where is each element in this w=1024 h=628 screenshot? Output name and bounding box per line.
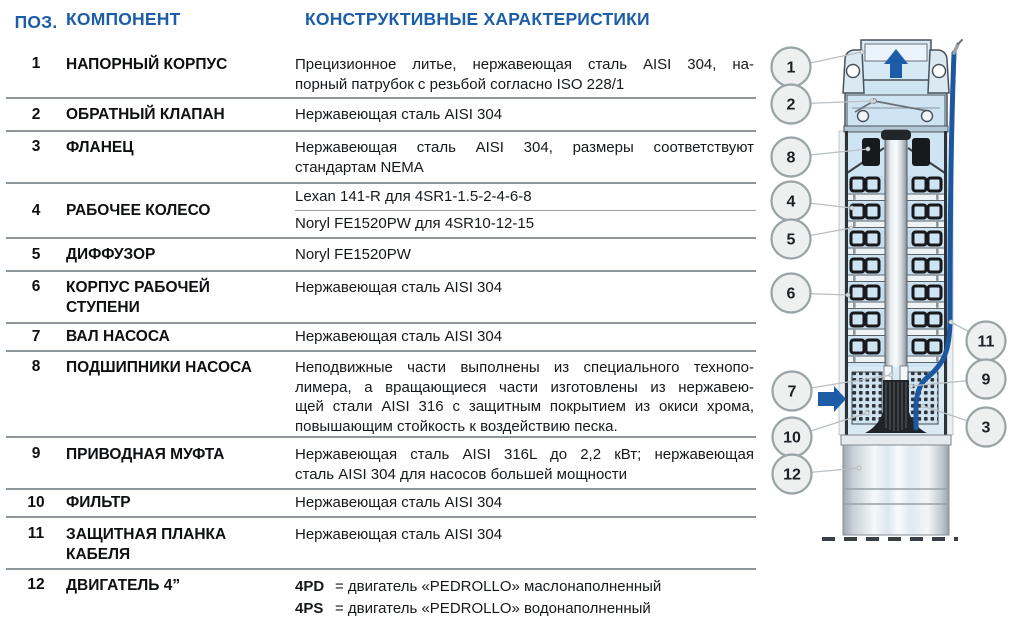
callout-number-8: 8 [786,149,796,167]
table-row-11 [6,518,756,570]
component-cell: ФИЛЬТР [66,494,131,511]
characteristics-cell: Noryl FE1520PW [295,245,411,263]
pos-cell: 5 [31,245,41,263]
callout-number-7: 7 [787,383,797,401]
check-valve [844,95,948,132]
table-row-12 [6,570,756,627]
component-cell: ОБРАТНЫЙ КЛАПАН [66,105,225,123]
table-row-6 [6,272,756,324]
characteristics-sub-row: Noryl FE1520PW для 4SR10-12-15 [295,215,535,232]
characteristics-header: КОНСТРУКТИВНЫЕ ХАРАКТЕРИСТИКИ [305,9,650,29]
callout-number-3: 3 [981,419,991,437]
component-cell: ЗАЩИТНАЯ ПЛАНКА КАБЕЛЯ [66,526,227,563]
pos-header: ПОЗ. [14,12,58,32]
table-row-7 [6,324,756,352]
component-cell: ПОДШИПНИКИ НАСОСА [66,359,252,376]
pos-cell: 10 [27,494,45,511]
pos-cell: 6 [31,278,41,295]
characteristics-sub-row: Lexan 141-R для 4SR1-1.5-2-4-6-8 [295,184,756,211]
component-header: КОМПОНЕНТ [66,9,181,29]
table-header-row [6,6,756,51]
pos-cell: 8 [31,358,41,375]
characteristics-cell: Нержавеющая сталь AISI 304 [295,328,503,345]
characteristics-cell [295,576,756,620]
pos-cell: 4 [31,201,41,219]
motor-code: 4PD [295,578,325,595]
component-cell: НАПОРНЫЙ КОРПУС [66,56,228,73]
callout-number-12: 12 [783,466,801,484]
table-row-10 [6,490,756,518]
motor-desc: = двигатель «PEDROLLO» водонаполненный [335,600,651,617]
characteristics-cell: Нержавеющая сталь AISI 304 [295,279,503,296]
characteristics-cell: Нержавеющая сталь AISI 304, размеры соответствуют стандартам NEMA [295,139,754,176]
pos-cell: 9 [31,445,41,462]
characteristics-cell: Прецизионное литье, нержавеющая сталь AISI 304, на- порный патрубок с резьбой согласно ISO 228/1 [295,56,754,93]
callout-number-4: 4 [786,193,796,211]
callout-number-2: 2 [786,96,796,114]
component-cell: КОРПУС РАБОЧЕЙ СТУПЕНИ [66,279,210,316]
component-cell: РАБОЧЕЕ КОЛЕСО [66,201,211,219]
characteristics-cell: Неподвижные части выполнены из специального технопо- лимера, а вращающиеся части изготовлены из нержавею- щей стали AISI 316 с защитным покрытием из окиси хрома, повышающим стойкость к воздействию песка. [295,359,754,435]
component-cell: ПРИВОДНАЯ МУФТА [66,446,225,463]
motor-line [295,576,754,598]
pos-cell: 3 [31,138,41,155]
components-table [6,6,756,627]
table-row-4 [6,184,756,239]
component-cell: ДИФФУЗОР [66,245,156,263]
pos-cell: 7 [31,328,41,345]
pos-cell: 1 [31,55,41,72]
characteristics-cell [295,184,756,237]
motor-body [822,435,958,539]
component-cell: ВАЛ НАСОСА [66,328,170,345]
table-row-9 [6,438,756,490]
characteristics-cell: Нержавеющая сталь AISI 316L до 2,2 кВт; нержавеющая сталь AISI 304 для насосов большей мощности [295,446,754,483]
pump-cutaway-diagram [755,0,1024,628]
pos-cell: 2 [31,105,41,123]
callout-number-11: 11 [977,333,995,351]
motor-desc: = двигатель «PEDROLLO» маслонаполненный [335,578,662,595]
table-row-1 [6,51,756,99]
pos-cell: 12 [27,576,45,593]
callout-number-1: 1 [786,59,796,77]
table-row-3 [6,132,756,184]
motor-code: 4PS [295,600,324,617]
component-cell: ФЛАНЕЦ [66,139,134,156]
callout-number-5: 5 [786,231,796,249]
table-row-2 [6,99,756,132]
pos-cell: 11 [27,525,45,542]
characteristics-cell: Нержавеющая сталь AISI 304 [295,494,503,511]
component-cell: ДВИГАТЕЛЬ 4” [66,577,181,594]
pump-diagram-panel [755,0,1024,628]
table-row-5 [6,239,756,272]
characteristics-cell: Нержавеющая сталь AISI 304 [295,105,503,123]
callout-number-6: 6 [786,285,796,303]
callout-number-9: 9 [981,371,991,389]
callout-number-10: 10 [783,429,801,447]
characteristics-cell: Нержавеющая сталь AISI 304 [295,526,503,543]
table-row-8 [6,352,756,438]
motor-line [295,598,754,620]
